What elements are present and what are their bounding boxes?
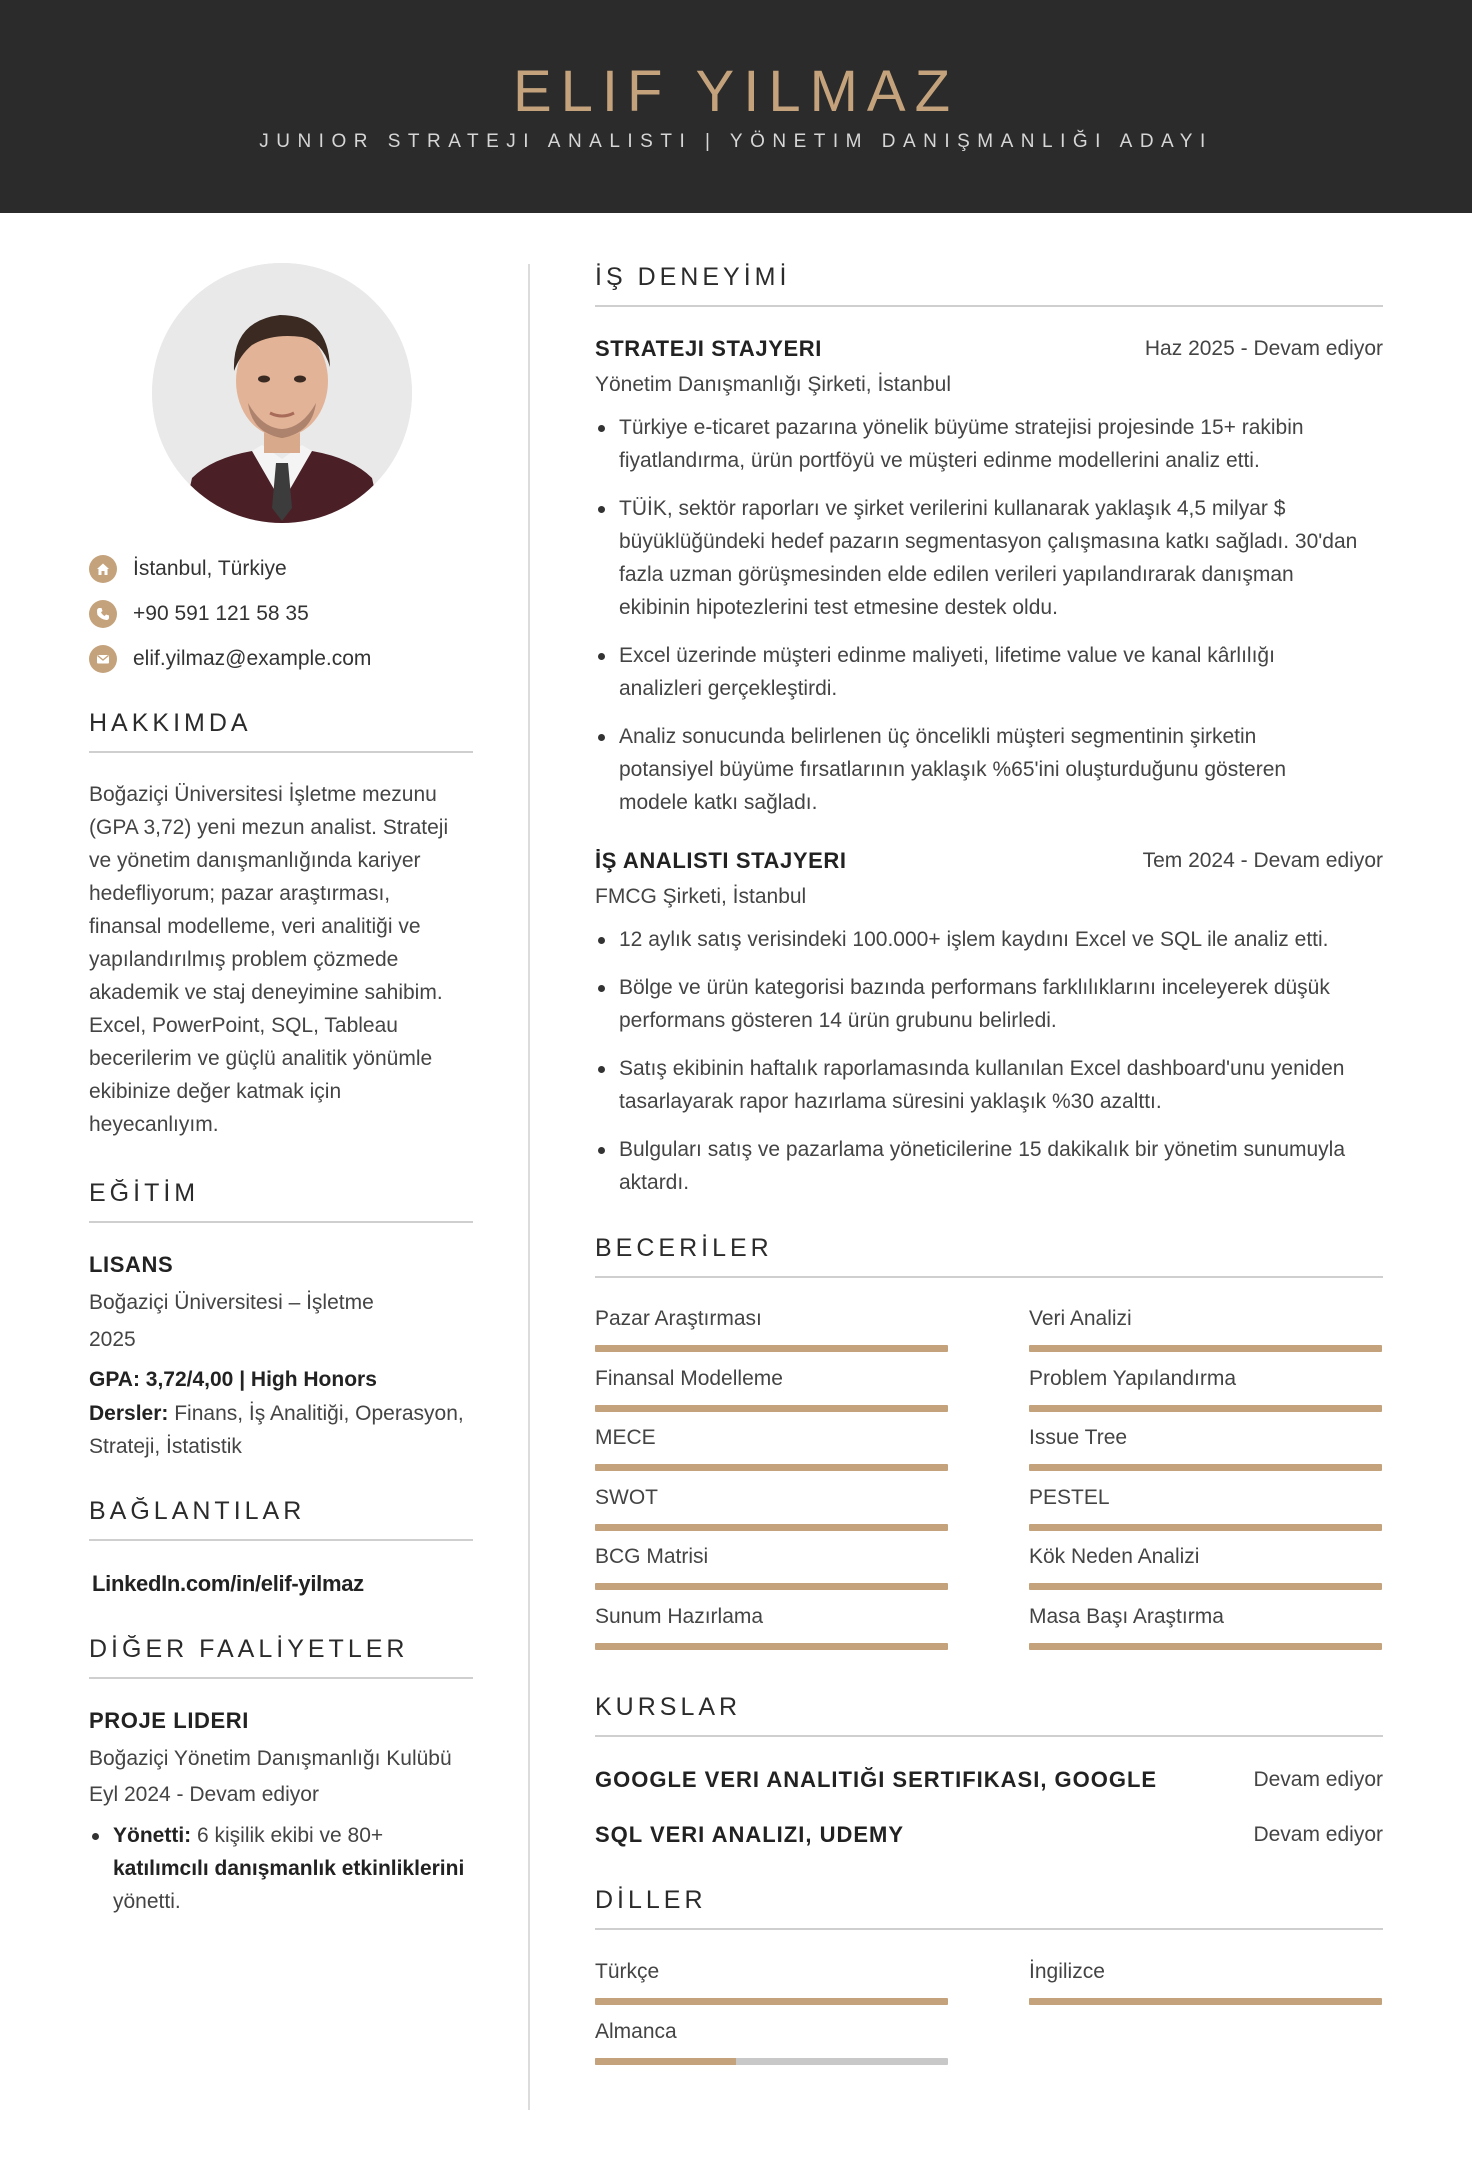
skill-level-fill bbox=[595, 1524, 948, 1531]
links-section-rule bbox=[89, 1539, 473, 1541]
activity-role: PROJE LIDERI bbox=[89, 1708, 250, 1733]
language-label: Türkçe bbox=[595, 1960, 660, 1983]
experience-section-title: İŞ DENEYİMİ bbox=[595, 263, 791, 291]
education-gpa: GPA: 3,72/4,00 | High Honors bbox=[89, 1368, 377, 1391]
courses-section-rule bbox=[595, 1735, 1383, 1737]
course-status: Devam ediyor bbox=[1253, 1768, 1383, 1791]
skill-level-fill bbox=[595, 1405, 948, 1412]
about-line: hedefliyorum; pazar araştırması, bbox=[89, 882, 391, 905]
course-title: GOOGLE VERI ANALITIĞI SERTIFIKASI, GOOGLE bbox=[595, 1767, 1158, 1792]
language-level-fill bbox=[1029, 1998, 1382, 2005]
bullet-line: modele katkı sağladı. bbox=[619, 791, 818, 814]
skill-label: Pazar Araştırması bbox=[595, 1307, 762, 1330]
skill-label: Masa Başı Araştırma bbox=[1029, 1604, 1224, 1628]
skill-label: Finansal Modelleme bbox=[595, 1366, 783, 1390]
about-section-rule bbox=[89, 751, 473, 753]
language-label: Almanca bbox=[595, 2019, 677, 2043]
skill-level-bar bbox=[595, 1405, 948, 1412]
course-status: Devam ediyor bbox=[1253, 1823, 1383, 1846]
skill-level-fill bbox=[595, 1583, 948, 1590]
bullet-line: aktardı. bbox=[619, 1171, 690, 1194]
contact-location bbox=[89, 554, 287, 584]
skill-level-bar bbox=[1029, 1345, 1382, 1352]
skill-level-bar bbox=[595, 1345, 948, 1352]
skill-level-fill bbox=[1029, 1583, 1382, 1590]
bullet-line: büyüklüğündeki hedef pazarın segmentasyon çalışmasına katkı sağladı. 30'dan bbox=[619, 530, 1358, 553]
job-title: STRATEJI STAJYERI bbox=[595, 336, 822, 361]
job-bullet bbox=[595, 492, 1395, 624]
about-text bbox=[89, 778, 489, 1141]
skill-level-fill bbox=[1029, 1643, 1382, 1650]
skill-label: BCG Matrisi bbox=[595, 1545, 709, 1568]
about-line: Excel, PowerPoint, SQL, Tableau bbox=[89, 1014, 398, 1037]
skill-level-fill bbox=[1029, 1345, 1382, 1352]
column-divider bbox=[528, 264, 530, 2110]
skill-level-bar bbox=[1029, 1643, 1382, 1650]
activity-date: Eyl 2024 - Devam ediyor bbox=[89, 1783, 319, 1806]
education-section-rule bbox=[89, 1221, 473, 1223]
courses-line2: Strateji, İstatistik bbox=[89, 1435, 242, 1458]
language-level-bar bbox=[595, 2058, 948, 2065]
profile-photo bbox=[152, 263, 412, 523]
skill-label: MECE bbox=[595, 1426, 656, 1449]
skills-section-rule bbox=[595, 1276, 1383, 1278]
skill-level-bar bbox=[595, 1643, 948, 1650]
education-section-title: EĞİTİM bbox=[89, 1179, 200, 1207]
education-degree: LISANS bbox=[89, 1252, 174, 1277]
about-line: (GPA 3,72) yeni mezun analist. Strateji bbox=[89, 816, 449, 839]
education-courses bbox=[89, 1397, 489, 1463]
bullet-line: potansiyel büyüme fırsatlarının yaklaşık %65'ini oluşturduğunu gösteren bbox=[619, 758, 1287, 781]
contact-phone bbox=[89, 599, 309, 629]
bullet-line: Analiz sonucunda belirlenen üç öncelikli müşteri segmentinin şirketin bbox=[619, 725, 1257, 748]
activity-bullet-line3: yönetti. bbox=[113, 1890, 181, 1913]
languages-section-title: DİLLER bbox=[595, 1886, 707, 1914]
about-line: becerilerim ve güçlü analitik yönümle bbox=[89, 1047, 433, 1070]
skill-level-bar bbox=[1029, 1583, 1382, 1590]
skill-level-bar bbox=[1029, 1405, 1382, 1412]
about-line: ve yönetim danışmanlığında kariyer bbox=[89, 849, 421, 872]
education-school: Boğaziçi Üniversitesi – İşletme bbox=[89, 1291, 374, 1314]
bullet-line: tasarlayarak rapor hazırlama süresini yaklaşık %30 azalttı. bbox=[619, 1090, 1162, 1113]
header-banner bbox=[0, 0, 1472, 213]
skill-label: Issue Tree bbox=[1029, 1426, 1128, 1449]
courses-section-title: KURSLAR bbox=[595, 1693, 742, 1721]
skill-level-bar bbox=[595, 1583, 948, 1590]
bullet-line: Türkiye e-ticaret pazarına yönelik büyüme stratejisi projesinde 15+ rakibin bbox=[619, 416, 1304, 439]
linkedin-link[interactable]: LinkedIn.com/in/elif-yilmaz bbox=[92, 1571, 364, 1596]
about-line: akademik ve staj deneyimine sahibim. bbox=[89, 981, 443, 1004]
job-bullet bbox=[595, 1052, 1395, 1118]
bullet-line: Bölge ve ürün kategorisi bazında performans farklılıklarını inceleyerek düşük bbox=[619, 976, 1330, 999]
education-year: 2025 bbox=[89, 1328, 136, 1351]
skill-level-bar bbox=[1029, 1524, 1382, 1531]
profile-photo-illustration bbox=[152, 263, 412, 523]
activity-bullet-line2: katılımcılı danışmanlık etkinliklerini bbox=[113, 1857, 465, 1880]
activity-bullet bbox=[89, 1819, 489, 1918]
skill-label: Problem Yapılandırma bbox=[1029, 1366, 1236, 1390]
activity-bullet-bold: Yönetti: bbox=[113, 1824, 192, 1847]
about-line: heyecanlıyım. bbox=[89, 1113, 219, 1136]
about-line: finansal modelleme, veri analitiği ve bbox=[89, 915, 421, 938]
job-bullets bbox=[595, 411, 1395, 834]
courses-label: Dersler: bbox=[89, 1402, 169, 1425]
bullet-line: fazla uzman görüşmesinden elde edilen verileri yapılandırarak danışman bbox=[619, 563, 1294, 586]
candidate-subtitle: JUNIOR STRATEJI ANALISTI | YÖNETIM DANIŞMANLIĞI ADAYI bbox=[259, 131, 1213, 152]
activities-section-rule bbox=[89, 1677, 473, 1679]
language-level-bar bbox=[595, 1998, 948, 2005]
language-level-fill bbox=[595, 1998, 948, 2005]
job-date: Tem 2024 - Devam ediyor bbox=[1142, 849, 1383, 872]
phone-icon bbox=[89, 600, 117, 628]
job-bullet bbox=[595, 971, 1395, 1037]
job-date: Haz 2025 - Devam ediyor bbox=[1144, 337, 1383, 360]
bullet-line: Satış ekibinin haftalık raporlamasında kullanılan Excel dashboard'unu yeniden bbox=[619, 1057, 1345, 1080]
skill-label: Veri Analizi bbox=[1029, 1307, 1132, 1330]
bullet-line: fiyatlandırma, ürün portföyü ve müşteri edinme modellerini analiz etti. bbox=[619, 449, 1260, 472]
email-link[interactable]: elif.yilmaz@example.com bbox=[133, 647, 372, 670]
bullet-line: 12 aylık satış verisindeki 100.000+ işlem kaydını Excel ve SQL ile analiz etti. bbox=[619, 928, 1329, 951]
activity-org: Boğaziçi Yönetim Danışmanlığı Kulübü bbox=[89, 1747, 452, 1770]
job-company: Yönetim Danışmanlığı Şirketi, İstanbul bbox=[595, 373, 951, 396]
skill-label: Kök Neden Analizi bbox=[1029, 1545, 1200, 1568]
skill-level-fill bbox=[595, 1345, 948, 1352]
job-company: FMCG Şirketi, İstanbul bbox=[595, 885, 807, 908]
languages-section-rule bbox=[595, 1928, 1383, 1930]
job-bullet bbox=[595, 720, 1395, 819]
skill-level-fill bbox=[1029, 1405, 1382, 1412]
contact-email bbox=[89, 644, 371, 674]
activity-bullets bbox=[89, 1819, 489, 1933]
course-title: SQL VERI ANALIZI, UDEMY bbox=[595, 1822, 905, 1847]
skill-level-bar bbox=[595, 1464, 948, 1471]
skill-level-fill bbox=[1029, 1524, 1382, 1531]
bullet-line: Bulguları satış ve pazarlama yöneticilerine 15 dakikalık bir yönetim sunumuyla bbox=[619, 1138, 1346, 1161]
experience-section-rule bbox=[595, 305, 1383, 307]
language-level-bar bbox=[1029, 1998, 1382, 2005]
job-bullets bbox=[595, 923, 1395, 1214]
skill-level-bar bbox=[595, 1524, 948, 1531]
about-line: ekibinize değer katmak için bbox=[89, 1080, 342, 1103]
about-section-title: HAKKIMDA bbox=[89, 709, 252, 737]
job-bullet bbox=[595, 923, 1395, 956]
courses-line1: Finans, İş Analitiği, Operasyon, bbox=[174, 1402, 464, 1425]
skill-level-fill bbox=[595, 1643, 948, 1650]
skill-label: Sunum Hazırlama bbox=[595, 1604, 764, 1628]
candidate-name: ELIF YILMAZ bbox=[512, 59, 960, 124]
job-bullet bbox=[595, 411, 1395, 477]
bullet-line: TÜİK, sektör raporları ve şirket verilerini kullanarak yaklaşık 4,5 milyar $ bbox=[619, 497, 1286, 520]
phone-text: +90 591 121 58 35 bbox=[133, 602, 309, 625]
job-title: İŞ ANALISTI STAJYERI bbox=[595, 848, 847, 873]
links-section-title: BAĞLANTILAR bbox=[89, 1497, 306, 1525]
skill-level-fill bbox=[595, 1464, 948, 1471]
bullet-line: Excel üzerinde müşteri edinme maliyeti, lifetime value ve kanal kârlılığı bbox=[619, 644, 1275, 667]
home-icon bbox=[89, 555, 117, 583]
bullet-line: performans gösteren 14 ürün grubunu belirledi. bbox=[619, 1009, 1057, 1032]
skill-level-fill bbox=[1029, 1464, 1382, 1471]
language-level-fill bbox=[595, 2058, 736, 2065]
job-bullet bbox=[595, 1133, 1395, 1199]
activity-bullet-rest: 6 kişilik ekibi ve 80+ bbox=[191, 1824, 384, 1847]
skill-label: PESTEL bbox=[1029, 1485, 1110, 1509]
skill-level-bar bbox=[1029, 1464, 1382, 1471]
about-line: yapılandırılmış problem çözmede bbox=[89, 948, 399, 971]
bullet-line: analizleri gerçekleştirdi. bbox=[619, 677, 838, 700]
email-icon bbox=[89, 645, 117, 673]
skill-label: SWOT bbox=[595, 1485, 658, 1509]
skills-section-title: BECERİLER bbox=[595, 1234, 773, 1262]
language-label: İngilizce bbox=[1029, 1960, 1105, 1983]
job-bullet bbox=[595, 639, 1395, 705]
activities-section-title: DİĞER FAALİYETLER bbox=[89, 1635, 409, 1663]
bullet-line: ekibinin hipotezlerini test etmesine destek oldu. bbox=[619, 596, 1058, 619]
about-line: Boğaziçi Üniversitesi İşletme mezunu bbox=[89, 783, 437, 806]
location-text: İstanbul, Türkiye bbox=[133, 557, 287, 580]
